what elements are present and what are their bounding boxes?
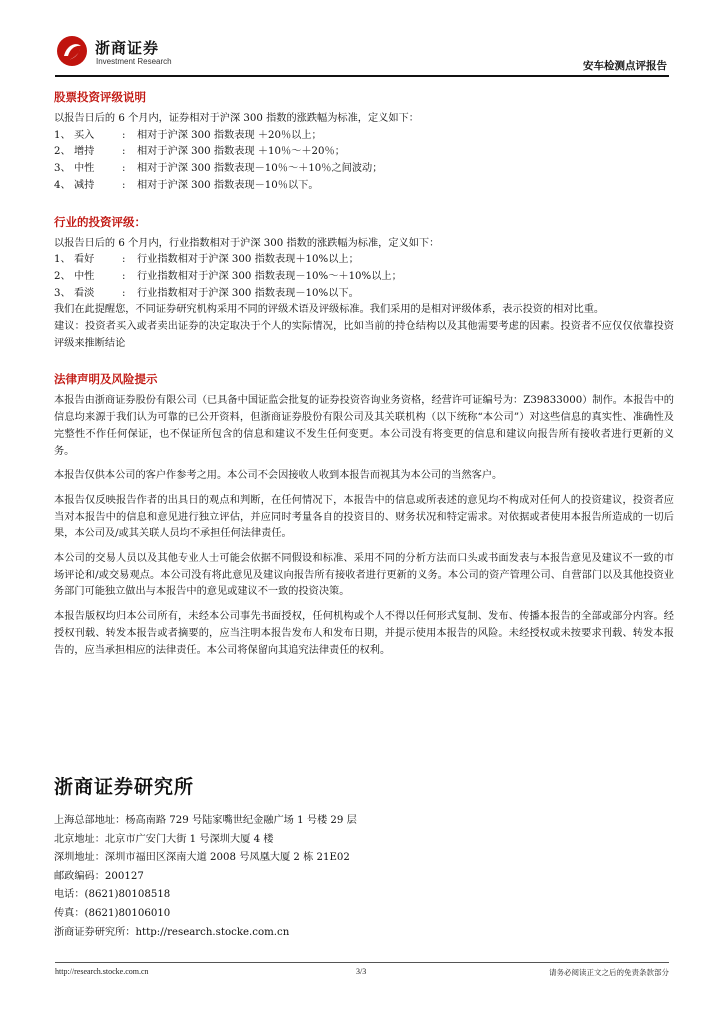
rating-label: 中性 (74, 270, 95, 282)
contact-website[interactable]: 浙商证券研究所：http://research.stocke.com.cn (54, 926, 290, 938)
page-number: 3/3 (356, 967, 367, 976)
contact-list (54, 812, 357, 942)
page-content (54, 88, 674, 659)
rating-label: 增持 (74, 146, 95, 158)
legal-paragraph: 本公司的交易人员以及其他专业人士可能会依据不同假设和标准、采用不同的分析方法而口头或书面发表与本报告意见及建议不一致的市场评论和/或交易观点。本公司没有将此意见及建议向报告所有接收者进行更新的义务。本公司的资产管理公司、自营部门以及其他投资业务部门可能独立做出与本报告中的意见或建议不一致的投资决策。 (54, 553, 674, 598)
stock-rating-item: 4、 减持 : 相对于沪深 300 指数表现－10％以下。 (54, 178, 674, 195)
header-divider (55, 75, 669, 77)
footer-disclaimer: 请务必阅读正文之后的免责条款部分 (549, 968, 669, 977)
rating-desc: 行业指数相对于沪深 300 指数表现－10%～＋10%以上； (137, 270, 402, 282)
legal-paragraph: 本报告版权均归本公司所有，未经本公司事先书面授权，任何机构或个人不得以任何形式复制、发布、传播本报告的全部或部分内容。经授权刊载、转发本报告或者摘要的，应当注明本报告发布人和发布日期，并提示使用本报告的风险。未经授权或未按要求刊载、转发本报告的，应当承担相应的法律责任。本公司将保留向其追究法律责任的权利。 (54, 611, 674, 656)
rating-label: 看淡 (74, 287, 95, 299)
rating-number: 4、 (54, 179, 71, 191)
rating-system-note: 我们在此提醒您，不同证券研究机构采用不同的评级术语及评级标准。我们采用的是相对评级体系，表示投资的相对比重。 (54, 304, 605, 316)
legal-title: 法律声明及风险提示 (54, 372, 158, 387)
contact-shenzhen-address: 深圳地址：深圳市福田区深南大道 2008 号凤凰大厦 2 栋 21E02 (54, 852, 350, 864)
investment-advice: 建议：投资者买入或者卖出证券的决定取决于个人的实际情况，比如当前的持仓结构以及其他需要考虑的因素。投资者不应仅仅依靠投资评级来推断结论 (54, 321, 674, 349)
stock-rating-item: 2、 增持 : 相对于沪深 300 指数表现 ＋10％～＋20％； (54, 144, 674, 161)
rating-number: 3、 (54, 163, 71, 175)
stock-rating-item: 3、 中性 : 相对于沪深 300 指数表现－10％～＋10％之间波动； (54, 161, 674, 178)
stock-rating-title: 股票投资评级说明 (54, 90, 146, 104)
industry-rating-item: 2、 中性 : 行业指数相对于沪深 300 指数表现－10%～＋10%以上； (54, 269, 674, 286)
industry-rating-item: 3、 看淡 : 行业指数相对于沪深 300 指数表现－10%以下。 (54, 286, 674, 303)
footer-url[interactable]: http://research.stocke.com.cn (55, 967, 149, 976)
rating-number: 1、 (54, 254, 71, 266)
rating-desc: 行业指数相对于沪深 300 指数表现＋10%以上； (137, 254, 359, 266)
rating-number: 2、 (54, 270, 71, 282)
stock-rating-item: 1、 买入 : 相对于沪深 300 指数表现 ＋20％以上； (54, 128, 674, 145)
legal-paragraph: 本报告由浙商证券股份有限公司（已具备中国证监会批复的证券投资咨询业务资格，经营许可证编号为：Z39833000）制作。本报告中的信息均来源于我们认为可靠的已公开资料，但浙商证券股份有限公司及其关联机构（以下统称“本公司”）对这些信息的真实性、准确性及完整性不作任何保证，也不保证所包含的信息和建议不发生任何变更。本公司没有将变更的信息和建议向报告所有接收者进行更新的义务。 (54, 395, 674, 457)
page-header (55, 30, 669, 76)
report-type: 安车检测点评报告 (583, 60, 667, 72)
stock-rating-list (54, 128, 674, 195)
contact-fax: 传真：(8621)80106010 (54, 907, 171, 919)
contact-beijing-address: 北京地址：北京市广安门大街 1 号深圳大厦 4 楼 (54, 833, 274, 845)
stock-rating-intro: 以报告日后的 6 个月内，证券相对于沪深 300 指数的涨跌幅为标准，定义如下： (54, 113, 419, 124)
rating-number: 3、 (54, 287, 71, 299)
industry-rating-intro: 以报告日后的 6 个月内，行业指数相对于沪深 300 指数的涨跌幅为标准，定义如下： (54, 237, 440, 249)
rating-label: 中性 (74, 163, 95, 175)
contact-phone: 电话：(8621)80108518 (54, 889, 171, 901)
rating-label: 看好 (74, 254, 95, 266)
industry-rating-title: 行业的投资评级： (54, 214, 146, 229)
rating-desc: 相对于沪深 300 指数表现 ＋20％以上； (137, 129, 322, 141)
contact-hq-address: 上海总部地址：杨高南路 729 号陆家嘴世纪金融广场 1 号楼 29 层 (54, 815, 357, 826)
legal-paragraph: 本报告仅反映报告作者的出具日的观点和判断，在任何情况下，本报告中的信息或所表述的意见均不构成对任何人的投资建议，投资者应当对本报告中的信息和意见进行独立评估，并应同时考量各自的投资目的、财务状况和特定需求。对依据或者使用本报告所造成的一切后果，本公司及/或其关联人员均不承担任何法律责任。 (54, 494, 674, 540)
company-name-en: Investment Research (96, 57, 172, 66)
rating-label: 减持 (74, 179, 95, 191)
rating-label: 买入 (74, 129, 95, 141)
footer-divider (55, 962, 669, 963)
company-name-cn: 浙商证券 (95, 39, 160, 57)
rating-desc: 行业指数相对于沪深 300 指数表现－10%以下。 (137, 287, 359, 299)
zheshang-logo-icon (55, 34, 89, 68)
rating-desc: 相对于沪深 300 指数表现－10％～＋10％之间波动； (137, 163, 383, 175)
legal-paragraph: 本报告仅供本公司的客户作参考之用。本公司不会因接收人收到本报告而视其为本公司的当然客户。 (54, 470, 503, 482)
institute-name: 浙商证券研究所 (54, 776, 195, 798)
company-logo (55, 30, 255, 74)
rating-desc: 相对于沪深 300 指数表现－10％以下。 (137, 179, 319, 191)
rating-number: 1、 (54, 129, 71, 141)
industry-rating-item: 1、 看好 : 行业指数相对于沪深 300 指数表现＋10%以上； (54, 252, 674, 269)
contact-postcode: 邮政编码：200127 (54, 870, 144, 882)
rating-number: 2、 (54, 146, 71, 158)
industry-rating-list (54, 252, 674, 302)
rating-desc: 相对于沪深 300 指数表现 ＋10％～＋20％； (137, 146, 345, 158)
